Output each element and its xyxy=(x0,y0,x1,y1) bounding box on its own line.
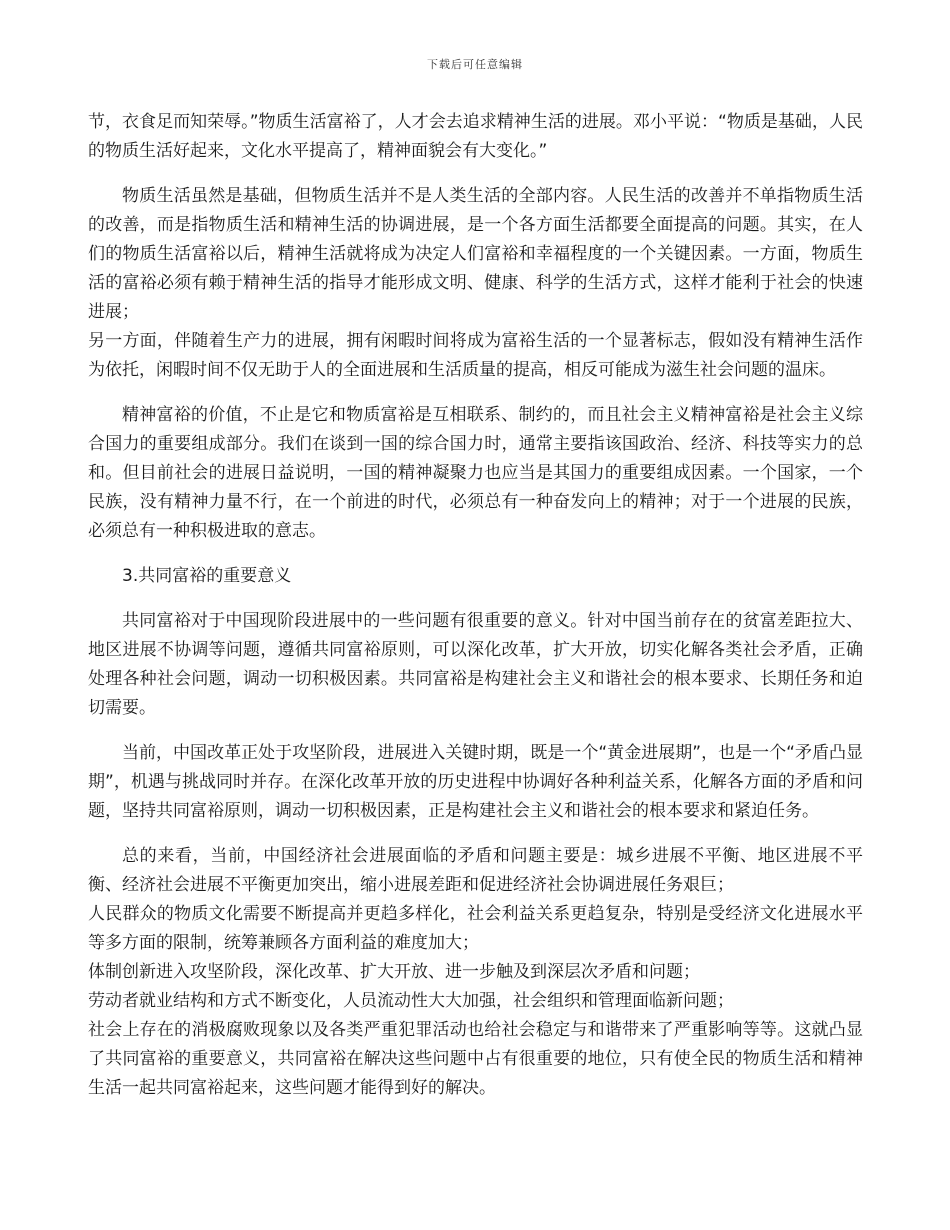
paragraph-line: 物质生活虽然是基础，但物质生活并不是人类生活的全部内容。人民生活的改善并不单指物质生活的改善，而是指物质生活和精神生活的协调进展，是一个各方面生活都要全面提高的问题。其实，在人们的物质生活富裕以后，精神生活就将成为决定人们富裕和幸福程度的一个关键因素。一方面，物质生活的富裕必须有赖于精神生活的指导才能形成文明、健康、科学的生活方式，这样才能利于社会的快速进展； xyxy=(88,186,863,322)
paragraph-summary xyxy=(88,842,863,1103)
paragraph-spiritual-wealth: 精神富裕的价值，不止是它和物质富裕是互相联系、制约的，而且社会主义精神富裕是社会主义综合国力的重要组成部分。我们在谈到一国的综合国力时，通常主要指该国政治、经济、科技等实力的总和。但目前社会的进展日益说明，一国的精神凝聚力也应当是其国力的重要组成因素。一个国家，一个民族，没有精神力量不行，在一个前进的时代，必须总有一种奋发向上的精神；对于一个进展的民族，必须总有一种积极进取的意志。 xyxy=(88,405,863,541)
paragraph-line: 总的来看，当前，中国经济社会进展面临的矛盾和问题主要是：城乡进展不平衡、地区进展不平衡、经济社会进展不平衡更加突出，缩小进展差距和促进经济社会协调进展任务艰巨； xyxy=(88,846,863,895)
document-body xyxy=(88,108,863,1119)
paragraph-line: 体制创新进入攻坚阶段，深化改革、扩大开放、进一步触及到深层次矛盾和问题； xyxy=(88,962,700,982)
paragraph-line: 社会上存在的消极腐败现象以及各类严重犯罪活动也给社会稳定与和谐带来了严重影响等等。这就凸显了共同富裕的重要意义，共同富裕在解决这些问题中占有很重要的地位，只有使全民的物质生活和精神生活一起共同富裕起来，这些问题才能得到好的解决。 xyxy=(88,1020,863,1098)
paragraph-line: 另一方面，伴随着生产力的进展，拥有闲暇时间将成为富裕生活的一个显著标志，假如没有精神生活作为依托，闲暇时间不仅无助于人的全面进展和生活质量的提高，相反可能成为滋生社会问题的温床。 xyxy=(88,331,863,380)
paragraph-reform-stage: 当前，中国改革正处于攻坚阶段，进展进入关键时期，既是一个“黄金进展期”，也是一个“矛盾凸显期”，机遇与挑战同时并存。在深化改革开放的历史进程中协调好各种利益关系，化解各方面的矛盾和问题，坚持共同富裕原则，调动一切积极因素，正是构建社会主义和谐社会的根本要求和紧迫任务。 xyxy=(88,743,863,821)
paragraph-continued: 节，衣食足而知荣辱。”物质生活富裕了，人才会去追求精神生活的进展。邓小平说：“物质是基础，人民的物质生活好起来，文化水平提高了，精神面貌会有大变化。” xyxy=(88,112,863,161)
paragraph-line: 劳动者就业结构和方式不断变化，人员流动性大大加强，社会组织和管理面临新问题； xyxy=(88,991,734,1011)
section-heading: 3.共同富裕的重要意义 xyxy=(122,566,292,586)
paragraph-common-prosperity: 共同富裕对于中国现阶段进展中的一些问题有很重要的意义。针对中国当前存在的贫富差距拉大、地区进展不协调等问题，遵循共同富裕原则，可以深化改革，扩大开放，切实化解各类社会矛盾，正确处理各种社会问题，调动一切积极因素。共同富裕是构建社会主义和谐社会的根本要求、长期任务和迫切需要。 xyxy=(88,611,863,718)
paragraph-material-life xyxy=(88,182,863,385)
paragraph-line: 人民群众的物质文化需要不断提高并更趋多样化，社会利益关系更趋复杂，特别是受经济文化进展水平等多方面的限制，统筹兼顾各方面利益的难度加大； xyxy=(88,904,863,953)
page-header: 下载后可任意编辑 xyxy=(427,58,523,71)
